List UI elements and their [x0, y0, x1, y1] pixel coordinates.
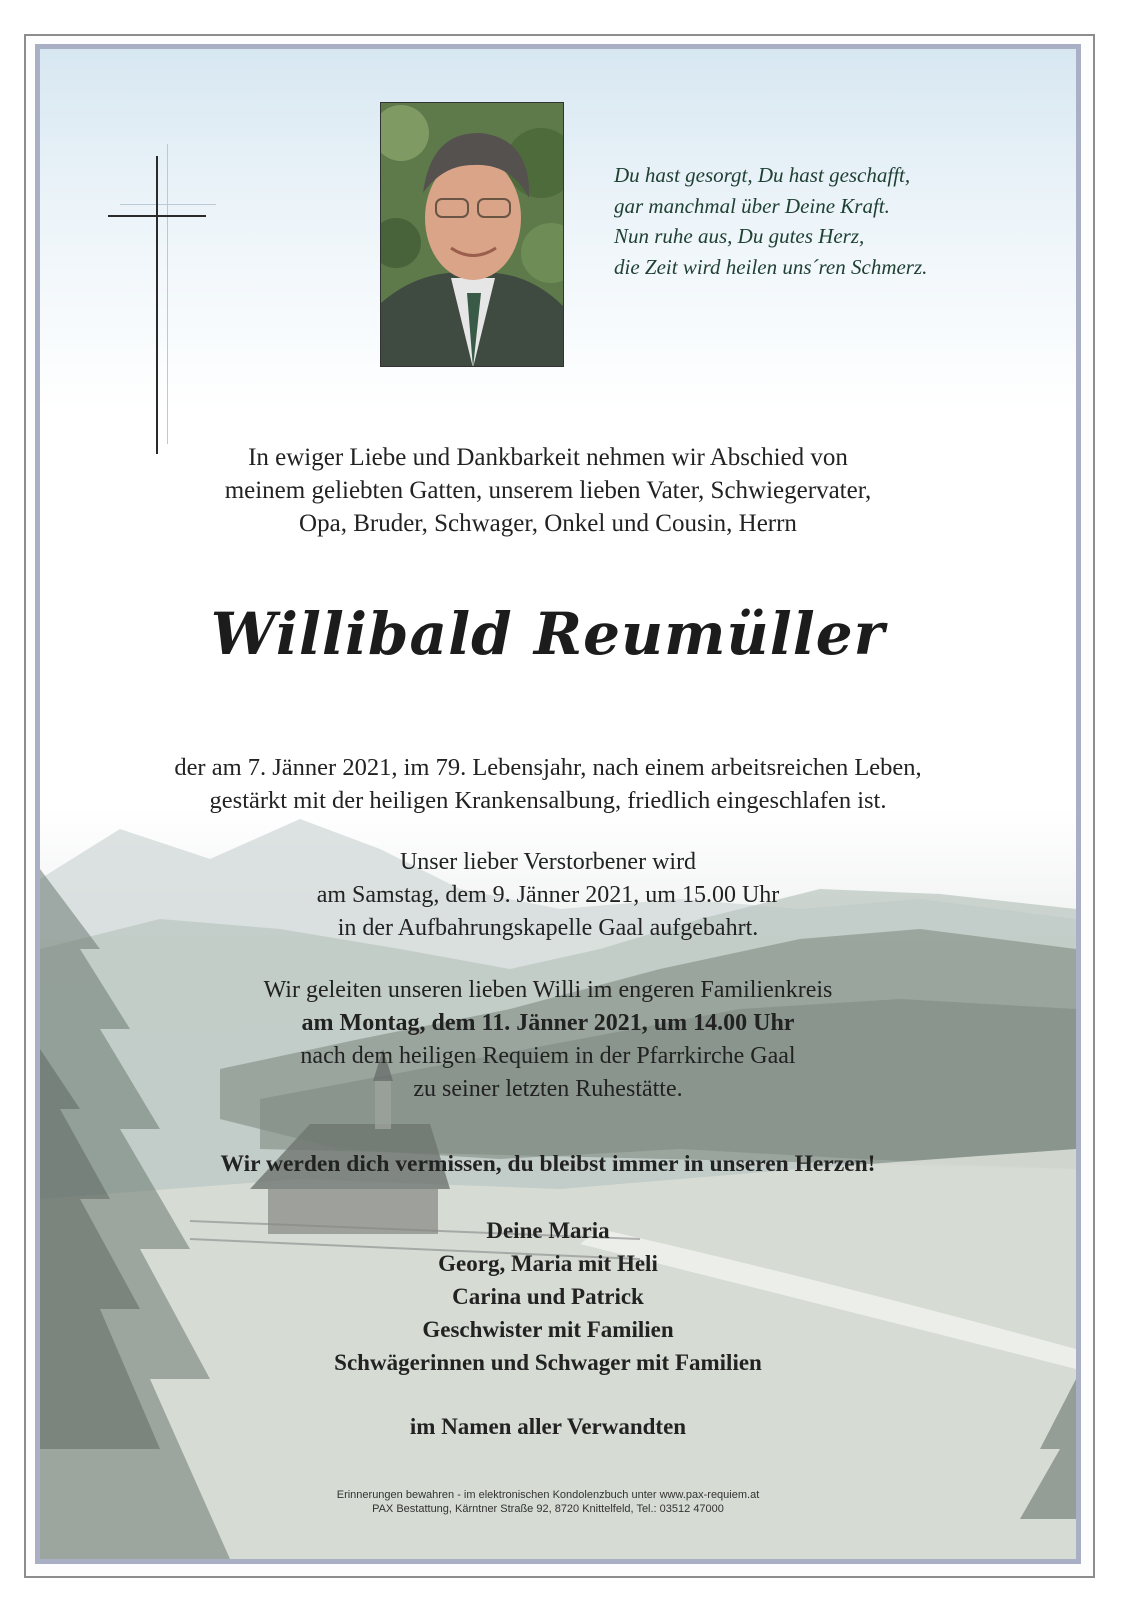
cross-shadow-vertical [167, 144, 168, 444]
mourner-entry: Carina und Patrick [452, 1284, 644, 1309]
motto: Wir werden dich vermissen, du bleibst immer in unseren Herzen! [220, 1151, 876, 1177]
funeral-line: Wir geleiten unseren lieben Willi im engeren Familienkreis [263, 977, 833, 1003]
mourner-entry: Geschwister mit Familien [422, 1317, 674, 1342]
intro-line: meinem geliebten Gatten, unserem lieben Vater, Schwiegervater, [224, 477, 872, 504]
poem [614, 160, 1014, 282]
funeral-date: am Montag, dem 11. Jänner 2021, um 14.00 Uhr [301, 1010, 795, 1036]
cross-shadow-horizontal [120, 204, 216, 205]
footer-condolence-link[interactable]: Erinnerungen bewahren - im elektronischen Kondolenzbuch unter www.pax-requiem.at [336, 1489, 760, 1501]
mourners-list [40, 1214, 1056, 1379]
wake-info [40, 846, 1056, 945]
poem-line: die Zeit wird heilen uns´ren Schmerz. [614, 254, 928, 279]
death-notice-line: der am 7. Jänner 2021, im 79. Lebensjahr, nach einem arbeitsreichen Leben, [174, 754, 922, 781]
mourner-entry: Deine Maria [486, 1218, 610, 1243]
poem-line: Nun ruhe aus, Du gutes Herz, [614, 224, 865, 248]
deceased-name: Willibald Reumüller [210, 600, 886, 668]
funeral-line: zu seiner letzten Ruhestätte. [413, 1076, 683, 1102]
wake-line: am Samstag, dem 9. Jänner 2021, um 15.00 Uhr [316, 882, 780, 908]
portrait-photo [380, 102, 564, 367]
death-notice [40, 751, 1056, 817]
poem-line: gar manchmal über Deine Kraft. [614, 193, 890, 218]
poem-line: Du hast gesorgt, Du hast geschafft, [614, 163, 911, 187]
funeral-info [40, 974, 1056, 1106]
intro-line: In ewiger Liebe und Dankbarkeit nehmen wir Abschied von [248, 444, 848, 471]
cross-icon-vertical-bar [156, 156, 158, 454]
cross-icon-horizontal-bar [108, 215, 206, 217]
footer [40, 1488, 1056, 1516]
mourner-entry: Schwägerinnen und Schwager mit Familien [334, 1350, 762, 1375]
footer-address: PAX Bestattung, Kärntner Straße 92, 8720 Knittelfeld, Tel.: 03512 47000 [372, 1503, 724, 1515]
death-notice-line: gestärkt mit der heiligen Krankensalbung, friedlich eingeschlafen ist. [209, 787, 887, 814]
funeral-line: nach dem heiligen Requiem in der Pfarrkirche Gaal [300, 1043, 796, 1069]
wake-line: in der Aufbahrungskapelle Gaal aufgebahrt. [337, 915, 759, 941]
intro-text [40, 441, 1056, 540]
wake-line: Unser lieber Verstorbener wird [399, 849, 697, 875]
mourner-entry: Georg, Maria mit Heli [438, 1251, 658, 1276]
intro-line: Opa, Bruder, Schwager, Onkel und Cousin, Herrn [299, 510, 797, 537]
closing-line: im Namen aller Verwandten [409, 1414, 687, 1439]
